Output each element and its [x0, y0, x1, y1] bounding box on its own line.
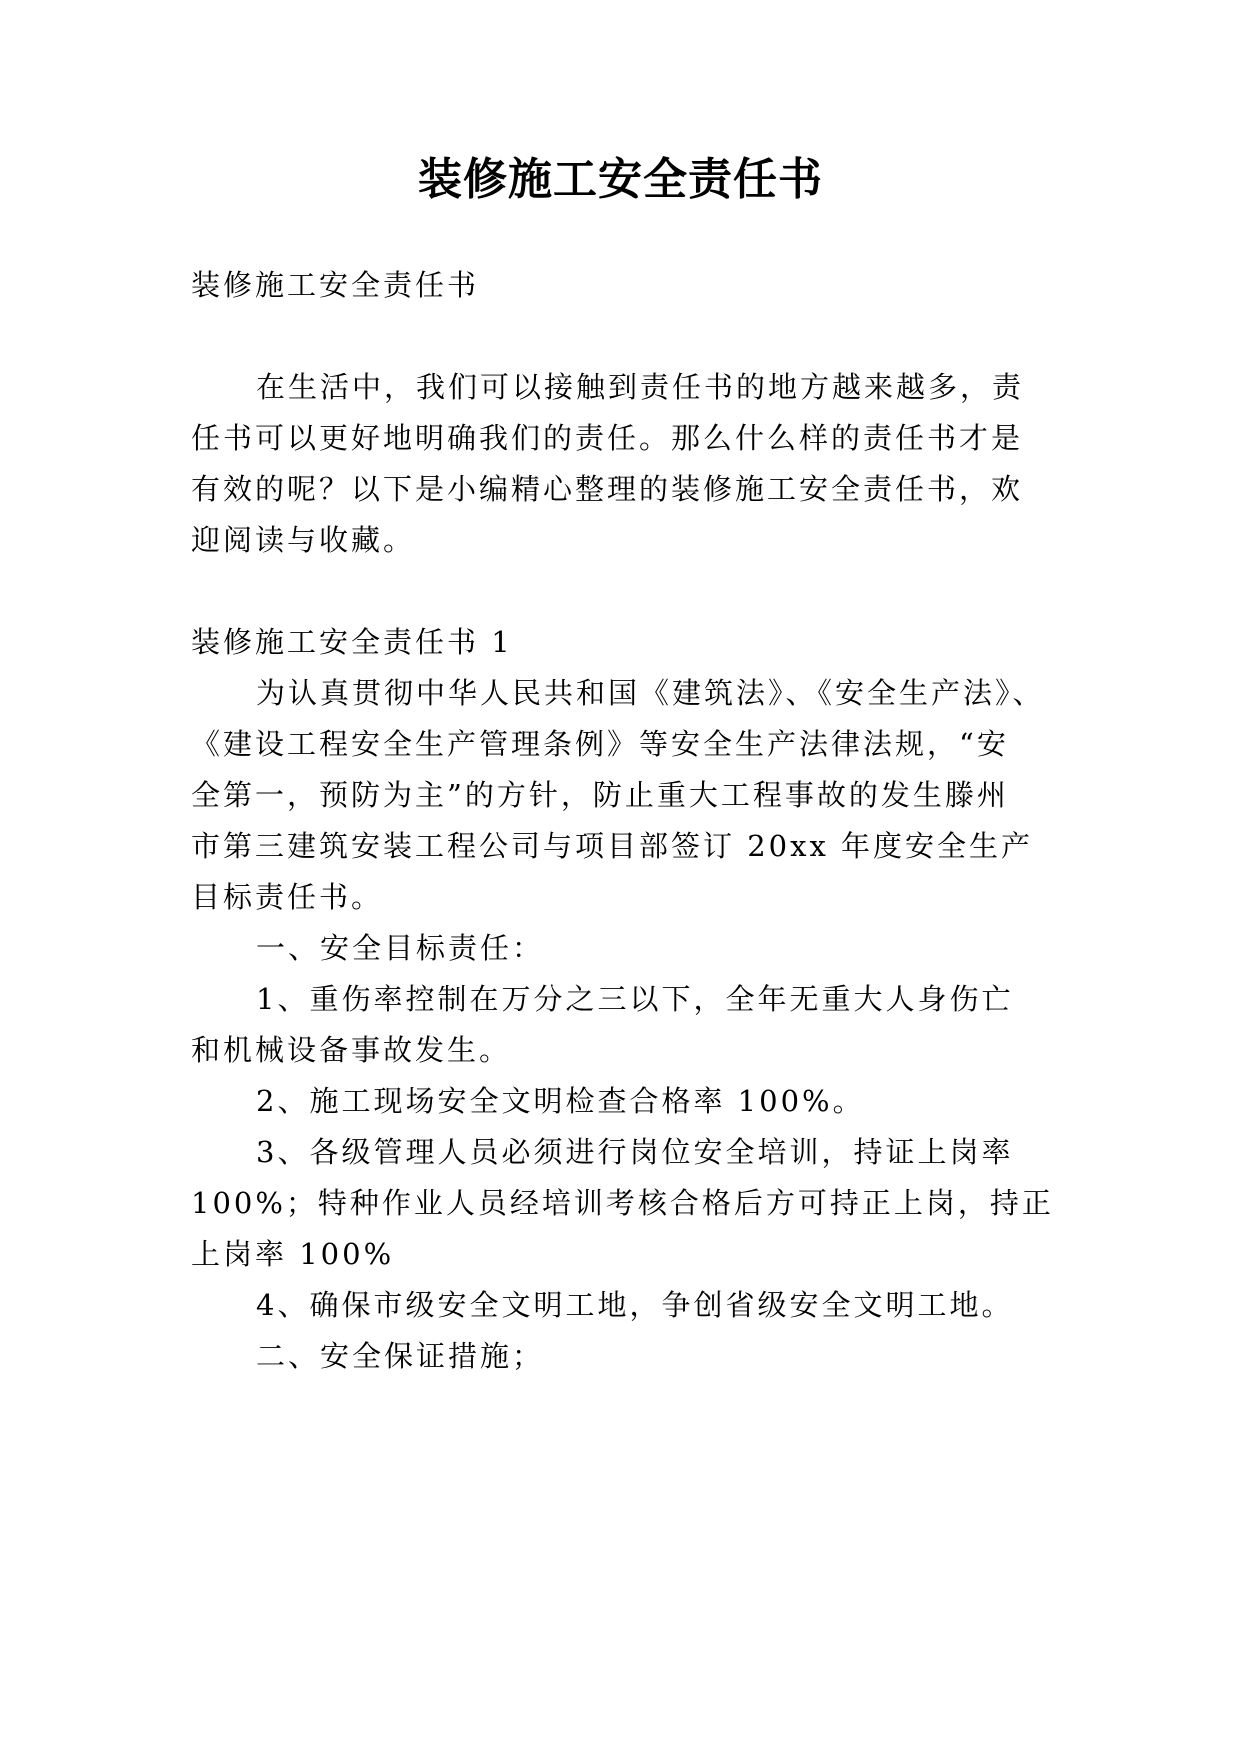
item-3-line-2: 100%；特种作业人员经培训考核合格后方可持正上岗，持正 [191, 1186, 1054, 1220]
item-1-line-2: 和机械设备事故发生。 [191, 1033, 512, 1067]
section-heading: 装修施工安全责任书 1 [191, 625, 513, 659]
heading-1: 一、安全目标责任： [256, 931, 545, 965]
item-3-line-3: 上岗率 100% [191, 1237, 395, 1271]
intro-line-4: 迎阅读与收藏。 [191, 523, 416, 557]
item-2: 2、施工现场安全文明检查合格率 100%。 [256, 1084, 865, 1118]
item-1-line-1: 1、重伤率控制在万分之三以下，全年无重大人身伤亡 [256, 982, 1014, 1016]
intro-line-2: 任书可以更好地明确我们的责任。那么什么样的责任书才是 [191, 421, 1024, 455]
section-para-line-5: 目标责任书。 [191, 880, 384, 914]
item-3-line-1: 3、各级管理人员必须进行岗位安全培训，持证上岗率 [256, 1135, 1014, 1169]
section-para-line-2: 《建设工程安全生产管理条例》等安全生产法律法规，“安 [191, 727, 1009, 761]
heading-2: 二、安全保证措施； [256, 1339, 545, 1373]
section-para-line-4: 市第三建筑安装工程公司与项目部签订 20xx 年度安全生产 [191, 829, 1034, 863]
intro-line-1: 在生活中，我们可以接触到责任书的地方越来越多，责 [256, 370, 1025, 404]
section-para-line-1: 为认真贯彻中华人民共和国《建筑法》、《安全生产法》、 [256, 676, 1045, 710]
intro-line-3: 有效的呢？以下是小编精心整理的装修施工安全责任书，欢 [191, 472, 1024, 506]
item-4: 4、确保市级安全文明工地，争创省级安全文明工地。 [256, 1288, 1014, 1322]
document-subtitle: 装修施工安全责任书 [191, 268, 480, 302]
document-title: 装修施工安全责任书 [418, 154, 823, 205]
section-para-line-3: 全第一，预防为主”的方针，防止重大工程事故的发生滕州 [191, 778, 1009, 812]
